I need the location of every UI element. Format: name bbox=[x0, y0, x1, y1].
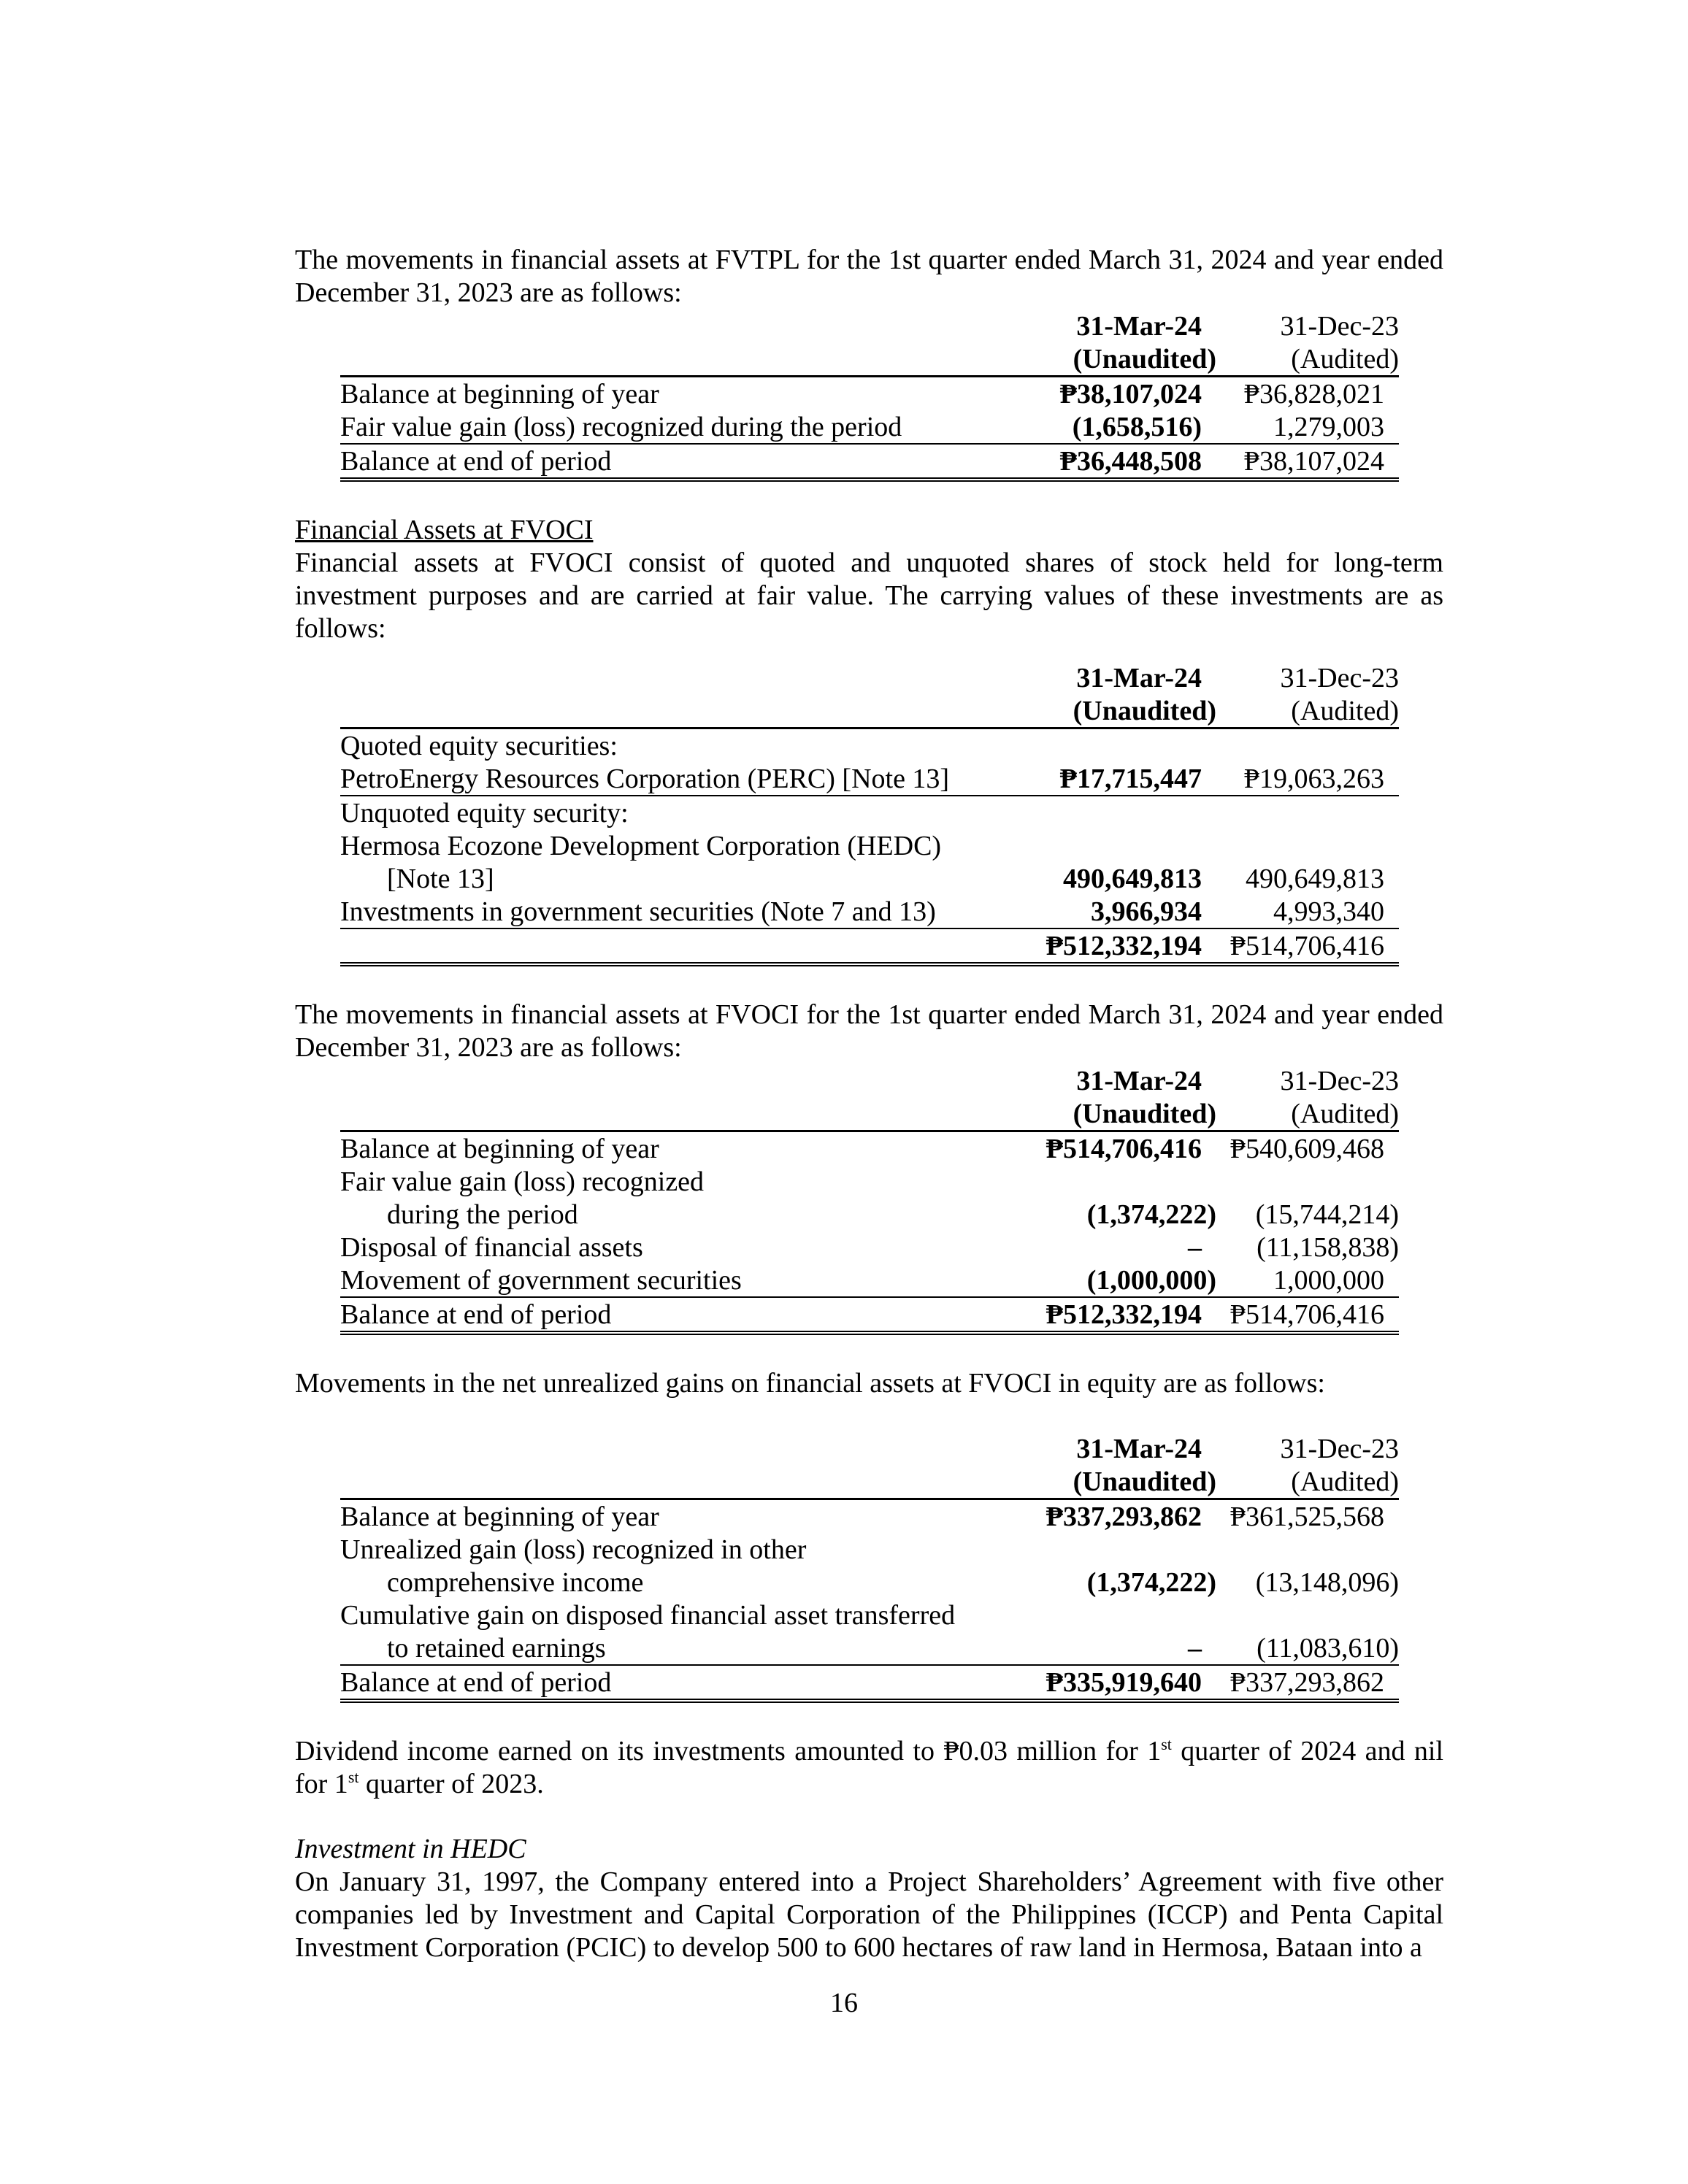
value-prior: ₱540,609,468 bbox=[1216, 1131, 1399, 1166]
value-current: ₱38,107,024 bbox=[994, 377, 1216, 411]
col-head: 31-Mar-24 bbox=[1076, 311, 1202, 342]
value-current: – bbox=[994, 1631, 1216, 1665]
table-row bbox=[340, 1165, 1399, 1198]
table-row bbox=[340, 895, 1399, 928]
value-current: ₱36,448,508 bbox=[994, 444, 1216, 480]
row-label: during the period bbox=[387, 1199, 578, 1230]
table-row bbox=[340, 1131, 1399, 1166]
value-current: ₱17,715,447 bbox=[994, 762, 1216, 796]
col-head: 31-Dec-23 bbox=[1280, 1066, 1399, 1096]
row-label: Balance at beginning of year bbox=[340, 1499, 994, 1534]
table-row bbox=[340, 1599, 1399, 1631]
fvtpl-table bbox=[340, 309, 1399, 482]
hedc-heading: Investment in HEDC bbox=[295, 1834, 526, 1864]
page-content bbox=[295, 244, 1443, 1964]
table-row bbox=[340, 1665, 1399, 1701]
value-current: (1,374,222) bbox=[1086, 1199, 1216, 1230]
value-prior: 1,279,003 bbox=[1216, 410, 1399, 444]
value-prior: (15,744,214) bbox=[1255, 1199, 1399, 1230]
value-prior: 1,000,000 bbox=[1216, 1264, 1399, 1297]
unrealized-intro: Movements in the net unrealized gains on financial assets at FVOCI in equity are as follows: bbox=[295, 1368, 1325, 1399]
value-current: – bbox=[1188, 1232, 1202, 1263]
value-prior: ₱19,063,263 bbox=[1216, 762, 1399, 796]
value-prior: 4,993,340 bbox=[1216, 895, 1399, 928]
table-row bbox=[340, 796, 1399, 829]
col-subhead: (Unaudited) bbox=[1073, 1099, 1216, 1129]
fvoci-movements-table bbox=[340, 1064, 1399, 1335]
row-label: Cumulative gain on disposed financial asset transferred bbox=[340, 1600, 956, 1631]
table-row bbox=[340, 1264, 1399, 1297]
col-subhead: (Audited) bbox=[1291, 1099, 1399, 1129]
row-label: Balance at beginning of year bbox=[340, 1131, 994, 1166]
row-label: to retained earnings bbox=[340, 1631, 994, 1665]
value-current: 3,966,934 bbox=[994, 895, 1216, 928]
row-label: Investments in government securities (Note 7 and 13) bbox=[340, 895, 994, 928]
ordinal-suffix: st bbox=[348, 1768, 359, 1786]
fvoci-table bbox=[340, 661, 1399, 966]
value-prior: (11,158,838) bbox=[1257, 1232, 1399, 1263]
row-label: [Note 13] bbox=[387, 864, 494, 894]
row-label: Balance at end of period bbox=[340, 1665, 994, 1701]
row-label: Disposal of financial assets bbox=[340, 1232, 643, 1263]
table-row bbox=[340, 1198, 1399, 1231]
row-label: Movement of government securities bbox=[340, 1264, 994, 1297]
col-head: 31-Mar-24 bbox=[1076, 663, 1202, 693]
row-label: Balance at beginning of year bbox=[340, 377, 994, 411]
value-prior: (13,148,096) bbox=[1255, 1567, 1399, 1598]
col-head: 31-Dec-23 bbox=[1280, 1434, 1399, 1464]
hedc-body: On January 31, 1997, the Company entered into a Project Shareholders’ Agreement with five other companies led by Investment and Capital Corporation of the Philippines (ICCP) and Penta Capital Investment Corporation (PCIC) to develop 500 to 600 hectares of raw land in Hermosa, Bataan into a bbox=[295, 1866, 1443, 1963]
table-row bbox=[340, 862, 1399, 895]
row-label: Fair value gain (loss) recognized during the period bbox=[340, 410, 994, 444]
dividend-text: Dividend income earned on its investments amounted to ₱0.03 million for 1 bbox=[295, 1736, 1162, 1766]
col-subhead: (Unaudited) bbox=[1073, 696, 1216, 726]
col-head: 31-Dec-23 bbox=[1280, 663, 1399, 693]
row-label: PetroEnergy Resources Corporation (PERC) [Note 13] bbox=[340, 762, 994, 796]
table-row bbox=[340, 1499, 1399, 1534]
table-row bbox=[340, 1231, 1399, 1264]
col-head: 31-Mar-24 bbox=[1076, 1434, 1202, 1464]
dividend-paragraph bbox=[295, 1735, 1443, 1801]
value-prior: ₱337,293,862 bbox=[1216, 1665, 1399, 1701]
row-label: Quoted equity securities: bbox=[340, 728, 994, 763]
table-row bbox=[340, 829, 1399, 862]
value-current: ₱512,332,194 bbox=[994, 1297, 1216, 1333]
value-current: ₱335,919,640 bbox=[994, 1665, 1216, 1701]
table-row bbox=[340, 377, 1399, 411]
value-prior: ₱361,525,568 bbox=[1216, 1499, 1399, 1534]
table-row bbox=[340, 762, 1399, 796]
col-subhead: (Unaudited) bbox=[1073, 1466, 1216, 1497]
table-row bbox=[340, 728, 1399, 763]
value-current: 490,649,813 bbox=[1063, 864, 1202, 894]
value-prior: ₱36,828,021 bbox=[1216, 377, 1399, 411]
table-row bbox=[340, 444, 1399, 480]
table-row bbox=[340, 928, 1399, 964]
table-row bbox=[340, 1297, 1399, 1333]
value-current: ₱514,706,416 bbox=[994, 1131, 1216, 1166]
row-label: Balance at end of period bbox=[340, 444, 994, 480]
value-prior: ₱38,107,024 bbox=[1216, 444, 1399, 480]
value-current: ₱512,332,194 bbox=[994, 928, 1216, 964]
ordinal-suffix: st bbox=[1161, 1735, 1172, 1753]
value-prior: ₱514,706,416 bbox=[1216, 1297, 1399, 1333]
fvtpl-intro: The movements in financial assets at FVTPL for the 1st quarter ended March 31, 2024 and year ended December 31, 2023 are as follows: bbox=[295, 245, 1443, 308]
row-label: comprehensive income bbox=[387, 1567, 644, 1598]
page-number: 16 bbox=[830, 1988, 858, 2018]
fvoci-intro: Financial assets at FVOCI consist of quoted and unquoted shares of stock held for long-term investment purposes and are carried at fair value. The carrying values of these investments are as follows: bbox=[295, 547, 1443, 644]
value-prior: (11,083,610) bbox=[1216, 1631, 1399, 1665]
col-head: 31-Dec-23 bbox=[1280, 311, 1399, 342]
fvoci-movements-intro: The movements in financial assets at FVOCI for the 1st quarter ended March 31, 2024 and year ended December 31, 2023 are as follows: bbox=[295, 999, 1443, 1063]
table-row bbox=[340, 1631, 1399, 1665]
fvoci-heading: Financial Assets at FVOCI bbox=[295, 515, 594, 545]
col-head: 31-Mar-24 bbox=[1076, 1066, 1202, 1096]
unrealized-table bbox=[340, 1432, 1399, 1703]
row-label: Hermosa Ecozone Development Corporation (HEDC) bbox=[340, 831, 942, 861]
dividend-text: quarter of 2024 and nil for 1 bbox=[295, 1736, 1444, 1799]
col-subhead: (Audited) bbox=[1291, 696, 1399, 726]
value-current: (1,658,516) bbox=[994, 410, 1216, 444]
row-label: Unrealized gain (loss) recognized in other bbox=[340, 1534, 807, 1565]
value-current: ₱337,293,862 bbox=[994, 1499, 1216, 1534]
value-prior: 490,649,813 bbox=[1246, 864, 1384, 894]
col-subhead: (Audited) bbox=[1291, 344, 1399, 374]
col-subhead: (Unaudited) bbox=[1073, 344, 1216, 374]
table-row bbox=[340, 1566, 1399, 1599]
value-current: (1,000,000) bbox=[994, 1264, 1216, 1297]
value-current: (1,374,222) bbox=[1086, 1567, 1216, 1598]
row-label: Unquoted equity security: bbox=[340, 798, 629, 828]
value-prior: ₱514,706,416 bbox=[1216, 928, 1399, 964]
dividend-text: quarter of 2023. bbox=[358, 1769, 544, 1799]
row-label: Fair value gain (loss) recognized bbox=[340, 1166, 705, 1197]
table-row bbox=[340, 1533, 1399, 1566]
col-subhead: (Audited) bbox=[1291, 1466, 1399, 1497]
table-row bbox=[340, 410, 1399, 444]
row-label: Balance at end of period bbox=[340, 1297, 994, 1333]
row-label bbox=[340, 928, 994, 964]
